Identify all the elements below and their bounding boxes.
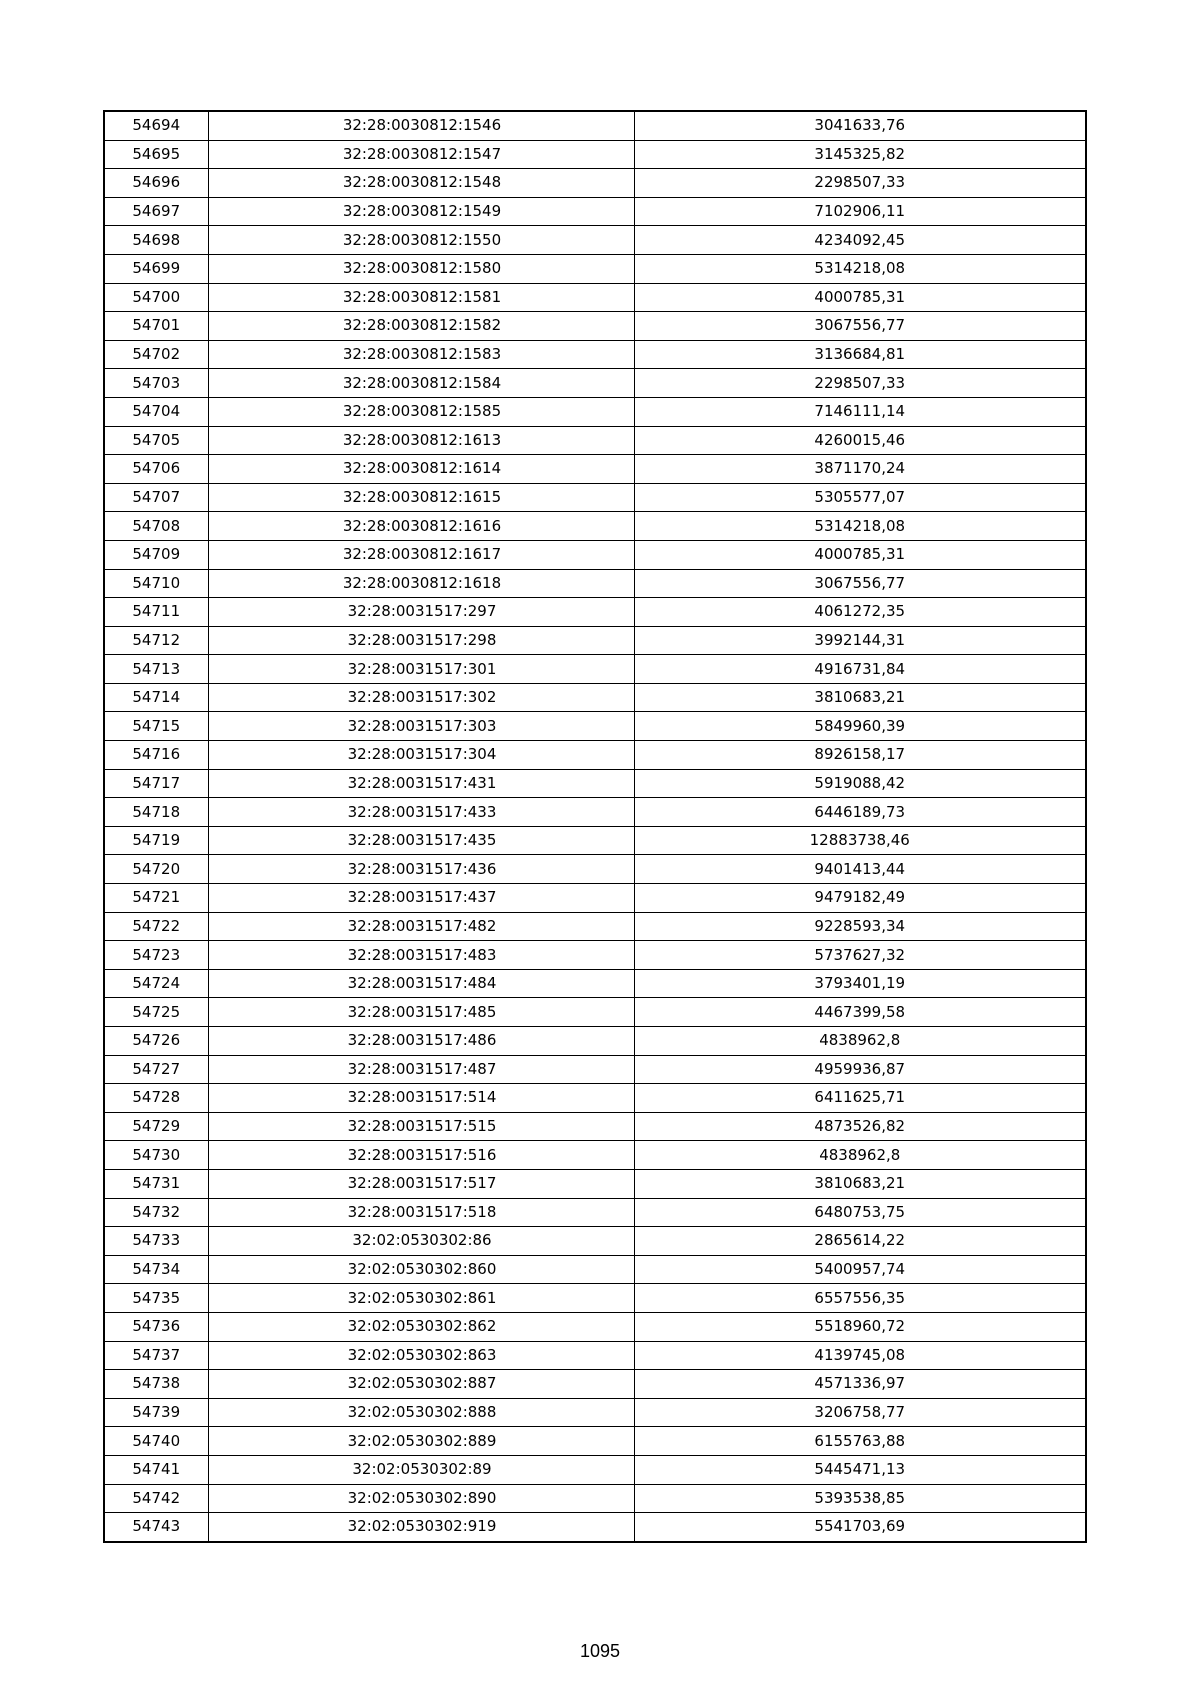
cadastral-number-cell: 32:28:0030812:1613 <box>208 426 634 455</box>
value-cell: 5919088,42 <box>634 769 1086 798</box>
cadastral-number-cell: 32:28:0030812:1617 <box>208 540 634 569</box>
row-number-cell: 54739 <box>104 1398 208 1427</box>
row-number-cell: 54714 <box>104 683 208 712</box>
row-number-cell: 54740 <box>104 1427 208 1456</box>
row-number-cell: 54730 <box>104 1141 208 1170</box>
value-cell: 4000785,31 <box>634 540 1086 569</box>
value-cell: 5518960,72 <box>634 1312 1086 1341</box>
row-number-cell: 54707 <box>104 483 208 512</box>
cadastral-number-cell: 32:02:0530302:887 <box>208 1370 634 1399</box>
cadastral-number-cell: 32:28:0031517:435 <box>208 826 634 855</box>
row-number-cell: 54695 <box>104 140 208 169</box>
row-number-cell: 54737 <box>104 1341 208 1370</box>
cadastral-number-cell: 32:28:0031517:487 <box>208 1055 634 1084</box>
row-number-cell: 54698 <box>104 226 208 255</box>
cadastral-number-cell: 32:28:0030812:1615 <box>208 483 634 512</box>
value-cell: 5541703,69 <box>634 1513 1086 1542</box>
row-number-cell: 54702 <box>104 340 208 369</box>
row-number-cell: 54710 <box>104 569 208 598</box>
row-number-cell: 54711 <box>104 598 208 627</box>
table-row <box>104 1427 1086 1456</box>
value-cell: 5314218,08 <box>634 254 1086 283</box>
value-cell: 2865614,22 <box>634 1227 1086 1256</box>
table-row <box>104 998 1086 1027</box>
cadastral-number-cell: 32:28:0030812:1547 <box>208 140 634 169</box>
value-cell: 7102906,11 <box>634 197 1086 226</box>
row-number-cell: 54724 <box>104 969 208 998</box>
row-number-cell: 54696 <box>104 169 208 198</box>
table-row <box>104 598 1086 627</box>
row-number-cell: 54742 <box>104 1484 208 1513</box>
cadastral-number-cell: 32:02:0530302:919 <box>208 1513 634 1542</box>
cadastral-number-cell: 32:28:0031517:297 <box>208 598 634 627</box>
table-row <box>104 741 1086 770</box>
table-row <box>104 683 1086 712</box>
table-row <box>104 655 1086 684</box>
table-row <box>104 369 1086 398</box>
row-number-cell: 54716 <box>104 741 208 770</box>
cadastral-number-cell: 32:28:0031517:515 <box>208 1112 634 1141</box>
value-cell: 4139745,08 <box>634 1341 1086 1370</box>
value-cell: 9479182,49 <box>634 884 1086 913</box>
cadastral-number-cell: 32:02:0530302:89 <box>208 1455 634 1484</box>
row-number-cell: 54706 <box>104 455 208 484</box>
row-number-cell: 54732 <box>104 1198 208 1227</box>
cadastral-number-cell: 32:28:0030812:1584 <box>208 369 634 398</box>
cadastral-number-cell: 32:28:0031517:431 <box>208 769 634 798</box>
cadastral-number-cell: 32:02:0530302:863 <box>208 1341 634 1370</box>
value-cell: 3810683,21 <box>634 1169 1086 1198</box>
cadastral-number-cell: 32:28:0030812:1550 <box>208 226 634 255</box>
cadastral-number-cell: 32:28:0031517:302 <box>208 683 634 712</box>
row-number-cell: 54733 <box>104 1227 208 1256</box>
cadastral-number-cell: 32:28:0030812:1582 <box>208 312 634 341</box>
table-row <box>104 426 1086 455</box>
value-cell: 4838962,8 <box>634 1141 1086 1170</box>
cadastral-number-cell: 32:28:0031517:482 <box>208 912 634 941</box>
cadastral-number-cell: 32:02:0530302:889 <box>208 1427 634 1456</box>
table-row <box>104 1169 1086 1198</box>
cadastral-number-cell: 32:28:0031517:301 <box>208 655 634 684</box>
value-cell: 3067556,77 <box>634 312 1086 341</box>
table-row <box>104 512 1086 541</box>
row-number-cell: 54718 <box>104 798 208 827</box>
table-row <box>104 826 1086 855</box>
row-number-cell: 54700 <box>104 283 208 312</box>
value-cell: 4260015,46 <box>634 426 1086 455</box>
value-cell: 2298507,33 <box>634 369 1086 398</box>
value-cell: 2298507,33 <box>634 169 1086 198</box>
table-row <box>104 798 1086 827</box>
value-cell: 5400957,74 <box>634 1255 1086 1284</box>
value-cell: 6480753,75 <box>634 1198 1086 1227</box>
cadastral-number-cell: 32:28:0031517:484 <box>208 969 634 998</box>
table-row <box>104 283 1086 312</box>
table-row <box>104 941 1086 970</box>
table-row <box>104 912 1086 941</box>
cadastral-number-cell: 32:28:0031517:485 <box>208 998 634 1027</box>
table-row <box>104 1455 1086 1484</box>
table-row <box>104 455 1086 484</box>
value-cell: 3067556,77 <box>634 569 1086 598</box>
cadastral-number-cell: 32:28:0031517:516 <box>208 1141 634 1170</box>
cadastral-number-cell: 32:28:0030812:1581 <box>208 283 634 312</box>
cadastral-value-table <box>103 110 1087 1543</box>
row-number-cell: 54699 <box>104 254 208 283</box>
table-row <box>104 1284 1086 1313</box>
value-cell: 5305577,07 <box>634 483 1086 512</box>
row-number-cell: 54734 <box>104 1255 208 1284</box>
value-cell: 3145325,82 <box>634 140 1086 169</box>
cadastral-number-cell: 32:28:0031517:486 <box>208 1027 634 1056</box>
value-cell: 5314218,08 <box>634 512 1086 541</box>
table-row <box>104 1198 1086 1227</box>
value-cell: 6411625,71 <box>634 1084 1086 1113</box>
table-row <box>104 1055 1086 1084</box>
row-number-cell: 54712 <box>104 626 208 655</box>
table-row <box>104 140 1086 169</box>
value-cell: 3136684,81 <box>634 340 1086 369</box>
row-number-cell: 54735 <box>104 1284 208 1313</box>
row-number-cell: 54741 <box>104 1455 208 1484</box>
table-row <box>104 1112 1086 1141</box>
value-cell: 6446189,73 <box>634 798 1086 827</box>
row-number-cell: 54713 <box>104 655 208 684</box>
row-number-cell: 54694 <box>104 111 208 140</box>
row-number-cell: 54738 <box>104 1370 208 1399</box>
table-row <box>104 855 1086 884</box>
cadastral-number-cell: 32:02:0530302:890 <box>208 1484 634 1513</box>
cadastral-number-cell: 32:28:0030812:1618 <box>208 569 634 598</box>
table-row <box>104 1141 1086 1170</box>
table-row <box>104 769 1086 798</box>
row-number-cell: 54722 <box>104 912 208 941</box>
row-number-cell: 54704 <box>104 397 208 426</box>
value-cell: 3206758,77 <box>634 1398 1086 1427</box>
page-number: 1095 <box>579 1641 621 1661</box>
value-cell: 3871170,24 <box>634 455 1086 484</box>
value-cell: 6155763,88 <box>634 1427 1086 1456</box>
cadastral-number-cell: 32:28:0031517:433 <box>208 798 634 827</box>
value-cell: 4916731,84 <box>634 655 1086 684</box>
cadastral-number-cell: 32:28:0030812:1580 <box>208 254 634 283</box>
value-cell: 8926158,17 <box>634 741 1086 770</box>
table-row <box>104 569 1086 598</box>
table-row <box>104 1484 1086 1513</box>
table-row <box>104 397 1086 426</box>
table-row <box>104 197 1086 226</box>
table-row <box>104 969 1086 998</box>
cadastral-number-cell: 32:28:0030812:1546 <box>208 111 634 140</box>
value-cell: 5445471,13 <box>634 1455 1086 1484</box>
row-number-cell: 54743 <box>104 1513 208 1542</box>
table-row <box>104 1370 1086 1399</box>
value-cell: 9228593,34 <box>634 912 1086 941</box>
row-number-cell: 54727 <box>104 1055 208 1084</box>
cadastral-number-cell: 32:28:0030812:1549 <box>208 197 634 226</box>
cadastral-number-cell: 32:28:0031517:303 <box>208 712 634 741</box>
row-number-cell: 54715 <box>104 712 208 741</box>
row-number-cell: 54723 <box>104 941 208 970</box>
value-cell: 4234092,45 <box>634 226 1086 255</box>
table-row <box>104 884 1086 913</box>
value-cell: 3793401,19 <box>634 969 1086 998</box>
row-number-cell: 54697 <box>104 197 208 226</box>
value-cell: 4838962,8 <box>634 1027 1086 1056</box>
row-number-cell: 54731 <box>104 1169 208 1198</box>
table-row <box>104 626 1086 655</box>
table-row <box>104 1084 1086 1113</box>
row-number-cell: 54705 <box>104 426 208 455</box>
cadastral-number-cell: 32:28:0031517:304 <box>208 741 634 770</box>
row-number-cell: 54729 <box>104 1112 208 1141</box>
value-cell: 5849960,39 <box>634 712 1086 741</box>
value-cell: 4571336,97 <box>634 1370 1086 1399</box>
table-row <box>104 1341 1086 1370</box>
table-row <box>104 340 1086 369</box>
value-cell: 4000785,31 <box>634 283 1086 312</box>
value-cell: 9401413,44 <box>634 855 1086 884</box>
table-row <box>104 1255 1086 1284</box>
cadastral-number-cell: 32:28:0031517:517 <box>208 1169 634 1198</box>
value-cell: 7146111,14 <box>634 397 1086 426</box>
cadastral-number-cell: 32:28:0031517:298 <box>208 626 634 655</box>
cadastral-number-cell: 32:02:0530302:86 <box>208 1227 634 1256</box>
value-cell: 3992144,31 <box>634 626 1086 655</box>
cadastral-number-cell: 32:28:0031517:483 <box>208 941 634 970</box>
row-number-cell: 54703 <box>104 369 208 398</box>
row-number-cell: 54726 <box>104 1027 208 1056</box>
cadastral-number-cell: 32:28:0030812:1614 <box>208 455 634 484</box>
value-cell: 3041633,76 <box>634 111 1086 140</box>
table-row <box>104 1227 1086 1256</box>
row-number-cell: 54720 <box>104 855 208 884</box>
value-cell: 4959936,87 <box>634 1055 1086 1084</box>
value-cell: 5737627,32 <box>634 941 1086 970</box>
value-cell: 5393538,85 <box>634 1484 1086 1513</box>
cadastral-number-cell: 32:02:0530302:862 <box>208 1312 634 1341</box>
row-number-cell: 54709 <box>104 540 208 569</box>
row-number-cell: 54717 <box>104 769 208 798</box>
cadastral-number-cell: 32:28:0031517:518 <box>208 1198 634 1227</box>
table-row <box>104 540 1086 569</box>
table-row <box>104 226 1086 255</box>
table-row <box>104 169 1086 198</box>
table-row <box>104 312 1086 341</box>
value-cell: 3810683,21 <box>634 683 1086 712</box>
cadastral-number-cell: 32:02:0530302:888 <box>208 1398 634 1427</box>
row-number-cell: 54708 <box>104 512 208 541</box>
table-row <box>104 1312 1086 1341</box>
row-number-cell: 54736 <box>104 1312 208 1341</box>
table-row <box>104 254 1086 283</box>
row-number-cell: 54721 <box>104 884 208 913</box>
cadastral-number-cell: 32:28:0031517:514 <box>208 1084 634 1113</box>
cadastral-number-cell: 32:02:0530302:860 <box>208 1255 634 1284</box>
table-row <box>104 111 1086 140</box>
value-cell: 6557556,35 <box>634 1284 1086 1313</box>
table-row <box>104 712 1086 741</box>
table-row <box>104 483 1086 512</box>
row-number-cell: 54728 <box>104 1084 208 1113</box>
cadastral-number-cell: 32:28:0030812:1616 <box>208 512 634 541</box>
cadastral-number-cell: 32:28:0030812:1583 <box>208 340 634 369</box>
value-cell: 4873526,82 <box>634 1112 1086 1141</box>
value-cell: 12883738,46 <box>634 826 1086 855</box>
row-number-cell: 54701 <box>104 312 208 341</box>
cadastral-number-cell: 32:28:0031517:437 <box>208 884 634 913</box>
table-row <box>104 1513 1086 1542</box>
row-number-cell: 54725 <box>104 998 208 1027</box>
value-cell: 4467399,58 <box>634 998 1086 1027</box>
table-body <box>104 111 1086 1542</box>
cadastral-number-cell: 32:28:0030812:1548 <box>208 169 634 198</box>
cadastral-number-cell: 32:28:0030812:1585 <box>208 397 634 426</box>
cadastral-number-cell: 32:28:0031517:436 <box>208 855 634 884</box>
table-row <box>104 1398 1086 1427</box>
cadastral-number-cell: 32:02:0530302:861 <box>208 1284 634 1313</box>
value-cell: 4061272,35 <box>634 598 1086 627</box>
table-row <box>104 1027 1086 1056</box>
row-number-cell: 54719 <box>104 826 208 855</box>
